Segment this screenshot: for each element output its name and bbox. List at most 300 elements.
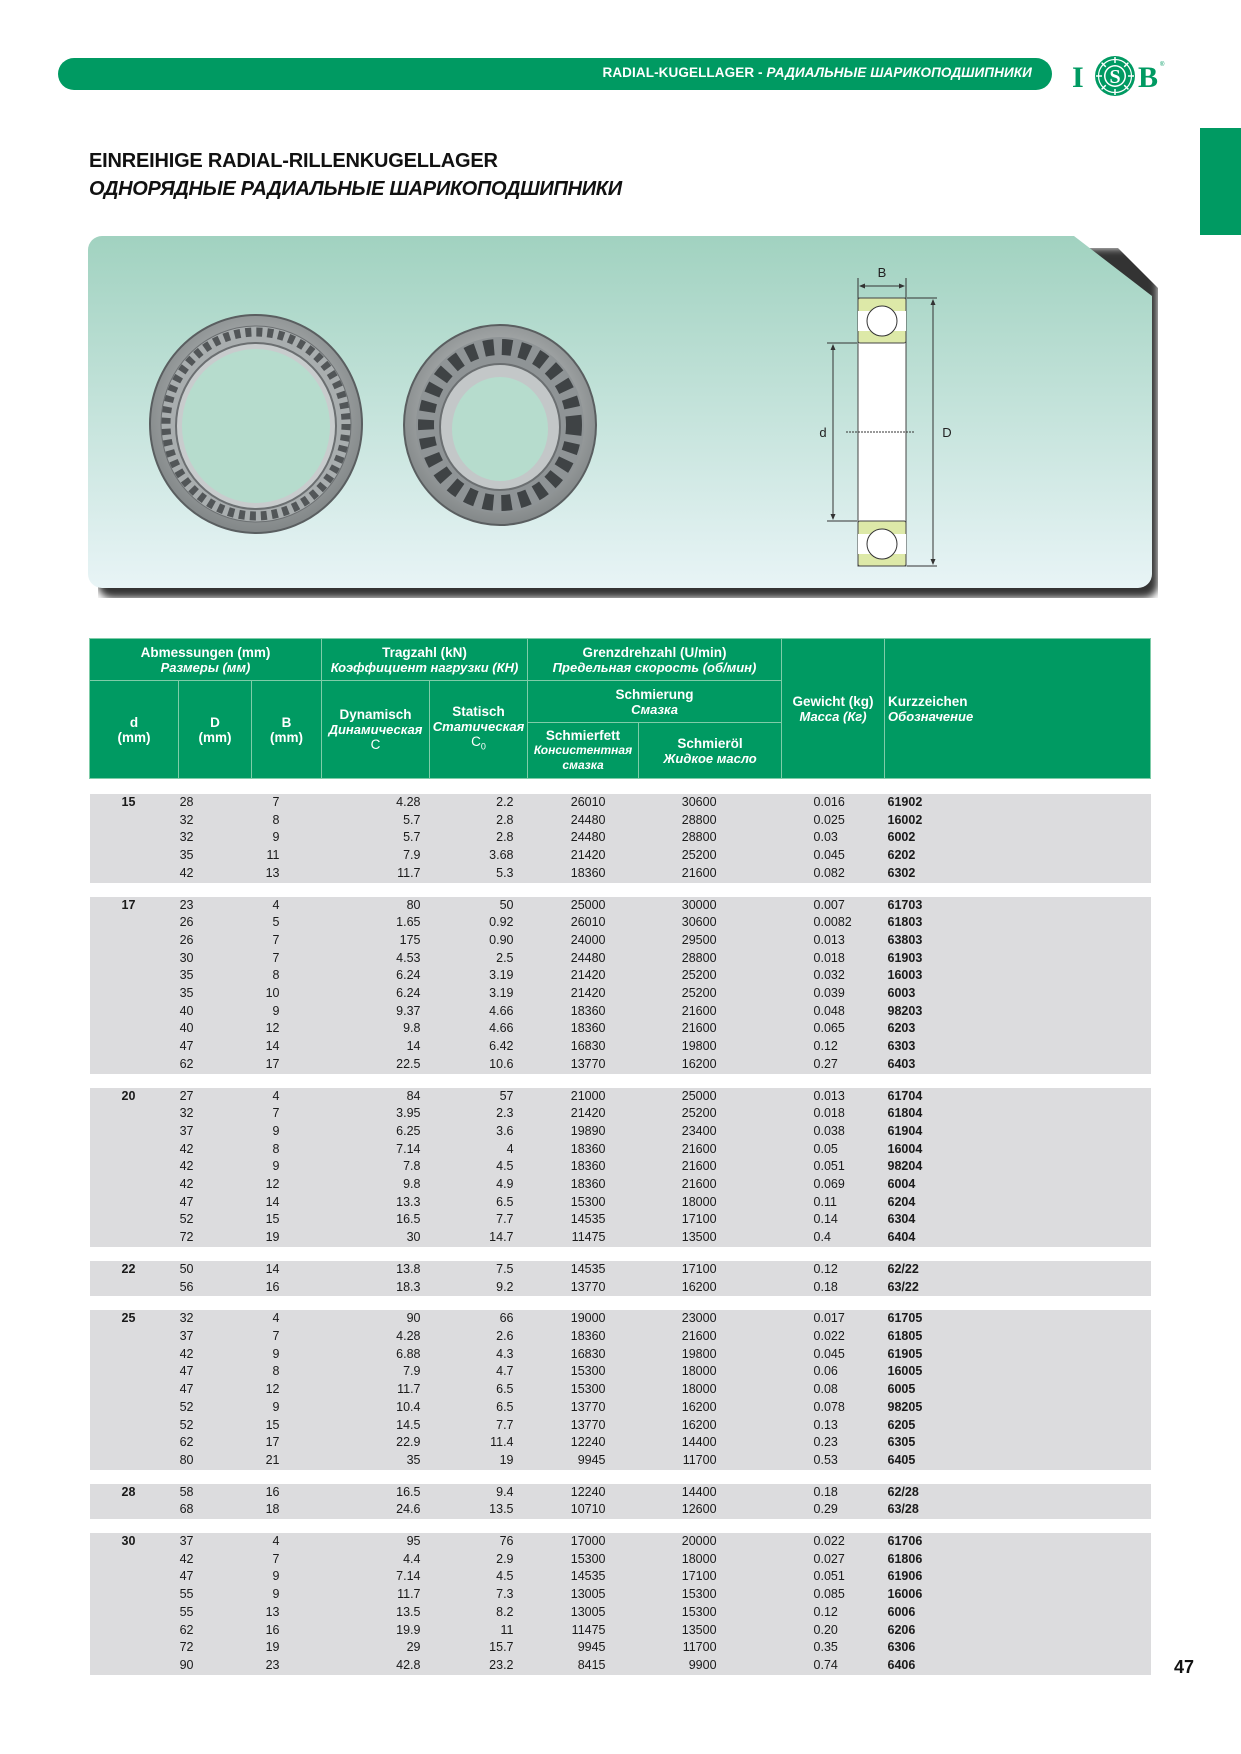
cell-dynamic-load: 11.7 xyxy=(322,1381,430,1399)
cell-speed-oil: 21600 xyxy=(639,1141,782,1159)
cell-bore-diameter xyxy=(90,1229,179,1247)
cell-speed-oil: 18000 xyxy=(639,1551,782,1569)
cell-width: 12 xyxy=(252,1176,322,1194)
cell-speed-oil: 23000 xyxy=(639,1310,782,1328)
header-lubrication-de: Schmierung xyxy=(615,686,694,702)
cell-designation: 6405 xyxy=(885,1452,1151,1470)
cell-bore-diameter xyxy=(90,1038,179,1056)
cell-static-load: 7.7 xyxy=(430,1211,528,1229)
cell-weight: 0.05 xyxy=(782,1141,885,1159)
cell-dynamic-load: 14 xyxy=(322,1038,430,1056)
cell-speed-oil: 30600 xyxy=(639,914,782,932)
cell-static-load: 7.7 xyxy=(430,1417,528,1435)
cell-dynamic-load: 13.3 xyxy=(322,1194,430,1212)
cell-designation: 61704 xyxy=(885,1088,1151,1106)
section-banner-title xyxy=(602,65,1032,80)
cell-width: 14 xyxy=(252,1194,322,1212)
table-row xyxy=(90,829,1151,847)
cell-outer-diameter: 47 xyxy=(179,1194,252,1212)
cell-width: 8 xyxy=(252,1141,322,1159)
cell-designation: 16005 xyxy=(885,1363,1151,1381)
table-row xyxy=(90,1229,1151,1247)
table-row xyxy=(90,967,1151,985)
cell-bore-diameter xyxy=(90,1363,179,1381)
cell-speed-grease: 13005 xyxy=(528,1604,639,1622)
cell-weight: 0.18 xyxy=(782,1484,885,1502)
cell-bore-diameter xyxy=(90,1346,179,1364)
table-row xyxy=(90,1381,1151,1399)
cell-bore-diameter: 22 xyxy=(90,1261,179,1279)
group-spacer-cell xyxy=(90,1470,1151,1484)
cell-speed-oil: 15300 xyxy=(639,1604,782,1622)
cell-bore-diameter xyxy=(90,1452,179,1470)
cell-static-load: 2.8 xyxy=(430,829,528,847)
cell-static-load: 0.92 xyxy=(430,914,528,932)
cell-weight: 0.016 xyxy=(782,794,885,812)
cell-designation: 61705 xyxy=(885,1310,1151,1328)
cell-speed-grease: 26010 xyxy=(528,794,639,812)
cell-speed-oil: 21600 xyxy=(639,1020,782,1038)
cell-designation: 6404 xyxy=(885,1229,1151,1247)
cell-speed-oil: 9900 xyxy=(639,1657,782,1675)
group-spacer xyxy=(90,1296,1151,1310)
cell-width: 9 xyxy=(252,829,322,847)
cell-dynamic-load: 7.9 xyxy=(322,847,430,865)
cell-static-load: 2.6 xyxy=(430,1328,528,1346)
cell-speed-grease: 9945 xyxy=(528,1639,639,1657)
cell-outer-diameter: 37 xyxy=(179,1123,252,1141)
cell-dynamic-load: 4.53 xyxy=(322,950,430,968)
group-spacer xyxy=(90,1074,1151,1088)
cell-speed-oil: 20000 xyxy=(639,1533,782,1551)
cell-dynamic-load: 30 xyxy=(322,1229,430,1247)
cell-outer-diameter: 30 xyxy=(179,950,252,968)
cell-speed-oil: 23400 xyxy=(639,1123,782,1141)
cell-static-load: 66 xyxy=(430,1310,528,1328)
header-grease-de: Schmierfett xyxy=(545,728,621,743)
cell-bore-diameter xyxy=(90,1622,179,1640)
table-row xyxy=(90,1346,1151,1364)
cell-width: 16 xyxy=(252,1484,322,1502)
header-d-unit: (mm) xyxy=(117,729,151,745)
cell-static-load: 13.5 xyxy=(430,1501,528,1519)
table-row xyxy=(90,1452,1151,1470)
cell-weight: 0.0082 xyxy=(782,914,885,932)
cell-speed-oil: 25200 xyxy=(639,967,782,985)
table-row xyxy=(90,985,1151,1003)
cell-dynamic-load: 7.8 xyxy=(322,1158,430,1176)
cell-weight: 0.038 xyxy=(782,1123,885,1141)
table-row xyxy=(90,865,1151,883)
cell-static-load: 6.5 xyxy=(430,1381,528,1399)
group-spacer-cell xyxy=(90,1247,1151,1261)
header-weight xyxy=(782,639,885,779)
cell-static-load: 2.2 xyxy=(430,794,528,812)
cell-static-load: 57 xyxy=(430,1088,528,1106)
cell-speed-oil: 16200 xyxy=(639,1399,782,1417)
cell-designation: 61805 xyxy=(885,1328,1151,1346)
cell-static-load: 4.9 xyxy=(430,1176,528,1194)
cell-dynamic-load: 6.24 xyxy=(322,985,430,1003)
cell-bore-diameter xyxy=(90,1158,179,1176)
cell-static-load: 8.2 xyxy=(430,1604,528,1622)
cell-static-load: 2.3 xyxy=(430,1105,528,1123)
cell-bore-diameter: 17 xyxy=(90,897,179,915)
header-B xyxy=(252,681,322,779)
table-row xyxy=(90,1088,1151,1106)
cell-speed-grease: 11475 xyxy=(528,1622,639,1640)
header-d-label: d xyxy=(129,714,139,730)
cell-width: 7 xyxy=(252,950,322,968)
cell-speed-oil: 19800 xyxy=(639,1038,782,1056)
header-dynamic xyxy=(322,681,430,779)
cell-speed-grease: 24000 xyxy=(528,932,639,950)
cell-bore-diameter: 20 xyxy=(90,1088,179,1106)
cell-static-load: 19 xyxy=(430,1452,528,1470)
cell-width: 9 xyxy=(252,1586,322,1604)
cell-weight: 0.017 xyxy=(782,1310,885,1328)
header-speed-limit xyxy=(528,639,782,681)
page-title-ru: ОДНОРЯДНЫЕ РАДИАЛЬНЫЕ ШАРИКОПОДШИПНИКИ xyxy=(89,178,622,200)
group-spacer xyxy=(90,1470,1151,1484)
cell-designation: 6006 xyxy=(885,1604,1151,1622)
group-spacer-cell xyxy=(90,883,1151,897)
cell-designation: 61906 xyxy=(885,1568,1151,1586)
cell-speed-grease: 21000 xyxy=(528,1088,639,1106)
header-dimensions xyxy=(90,639,322,681)
cell-width: 4 xyxy=(252,1310,322,1328)
cell-speed-grease: 10710 xyxy=(528,1501,639,1519)
table-row xyxy=(90,1434,1151,1452)
cell-speed-oil: 13500 xyxy=(639,1229,782,1247)
cell-bore-diameter xyxy=(90,1279,179,1297)
cell-bore-diameter xyxy=(90,1639,179,1657)
header-static-de: Statisch xyxy=(452,704,505,720)
cell-width: 5 xyxy=(252,914,322,932)
cell-outer-diameter: 68 xyxy=(179,1501,252,1519)
cell-outer-diameter: 47 xyxy=(179,1038,252,1056)
cell-designation: 6205 xyxy=(885,1417,1151,1435)
section-banner xyxy=(58,58,1052,90)
cell-weight: 0.35 xyxy=(782,1639,885,1657)
header-B-unit: (mm) xyxy=(270,729,303,745)
cell-speed-grease: 14535 xyxy=(528,1211,639,1229)
cell-speed-oil: 16200 xyxy=(639,1279,782,1297)
cell-weight: 0.08 xyxy=(782,1381,885,1399)
banner-title-ru: РАДИАЛЬНЫЕ ШАРИКОПОДШИПНИКИ xyxy=(766,65,1032,80)
cell-bore-diameter: 15 xyxy=(90,794,179,812)
cell-outer-diameter: 32 xyxy=(179,1105,252,1123)
cell-weight: 0.74 xyxy=(782,1657,885,1675)
cell-static-load: 7.3 xyxy=(430,1586,528,1604)
cell-bore-diameter xyxy=(90,1501,179,1519)
cell-bore-diameter xyxy=(90,914,179,932)
cell-width: 11 xyxy=(252,847,322,865)
cell-bore-diameter xyxy=(90,865,179,883)
cell-outer-diameter: 37 xyxy=(179,1328,252,1346)
cell-static-load: 4 xyxy=(430,1141,528,1159)
cell-outer-diameter: 35 xyxy=(179,967,252,985)
header-D-label: D xyxy=(210,714,220,730)
group-spacer-cell xyxy=(90,1074,1151,1088)
cell-speed-oil: 30600 xyxy=(639,794,782,812)
cell-bore-diameter xyxy=(90,1003,179,1021)
table-row xyxy=(90,1020,1151,1038)
cell-weight: 0.29 xyxy=(782,1501,885,1519)
cell-dynamic-load: 4.28 xyxy=(322,794,430,812)
table-row xyxy=(90,1261,1151,1279)
cell-speed-oil: 21600 xyxy=(639,1176,782,1194)
table-row xyxy=(90,812,1151,830)
cell-designation: 6003 xyxy=(885,985,1151,1003)
cell-static-load: 5.3 xyxy=(430,865,528,883)
cell-designation: 63/28 xyxy=(885,1501,1151,1519)
cell-speed-oil: 17100 xyxy=(639,1261,782,1279)
cell-bore-diameter xyxy=(90,1141,179,1159)
cell-weight: 0.53 xyxy=(782,1452,885,1470)
group-spacer xyxy=(90,1519,1151,1533)
cell-designation: 6004 xyxy=(885,1176,1151,1194)
header-oil xyxy=(639,723,782,779)
cell-bore-diameter xyxy=(90,1105,179,1123)
cell-speed-oil: 18000 xyxy=(639,1363,782,1381)
header-load-de: Tragzahl (kN) xyxy=(382,644,467,660)
cell-speed-grease: 21420 xyxy=(528,847,639,865)
cell-static-load: 4.3 xyxy=(430,1346,528,1364)
cell-weight: 0.022 xyxy=(782,1533,885,1551)
table-row xyxy=(90,1533,1151,1551)
cell-static-load: 6.5 xyxy=(430,1194,528,1212)
cell-speed-oil: 30000 xyxy=(639,897,782,915)
cell-bore-diameter xyxy=(90,1417,179,1435)
cell-dynamic-load: 7.14 xyxy=(322,1141,430,1159)
cell-speed-oil: 12600 xyxy=(639,1501,782,1519)
header-D xyxy=(179,681,252,779)
cell-designation: 61703 xyxy=(885,897,1151,915)
cell-width: 8 xyxy=(252,1363,322,1381)
cell-weight: 0.14 xyxy=(782,1211,885,1229)
header-dynamic-symbol: C xyxy=(370,737,381,752)
cell-weight: 0.069 xyxy=(782,1176,885,1194)
cell-dynamic-load: 13.8 xyxy=(322,1261,430,1279)
table-row xyxy=(90,1056,1151,1074)
svg-text:I: I xyxy=(1072,61,1084,94)
cell-speed-grease: 9945 xyxy=(528,1452,639,1470)
group-spacer xyxy=(90,883,1151,897)
header-weight-de: Gewicht (kg) xyxy=(792,693,874,709)
cell-dynamic-load: 18.3 xyxy=(322,1279,430,1297)
header-oil-ru: Жидкое масло xyxy=(663,750,757,766)
cell-speed-oil: 29500 xyxy=(639,932,782,950)
cell-designation: 61904 xyxy=(885,1123,1151,1141)
cell-designation: 6206 xyxy=(885,1622,1151,1640)
cell-width: 19 xyxy=(252,1229,322,1247)
header-B-label: B xyxy=(281,714,292,730)
cell-static-load: 23.2 xyxy=(430,1657,528,1675)
table-row xyxy=(90,1551,1151,1569)
cell-static-load: 4.5 xyxy=(430,1568,528,1586)
cell-outer-diameter: 58 xyxy=(179,1484,252,1502)
section-side-tab xyxy=(1200,128,1241,235)
cell-outer-diameter: 56 xyxy=(179,1279,252,1297)
cell-designation: 6005 xyxy=(885,1381,1151,1399)
cell-designation: 98203 xyxy=(885,1003,1151,1021)
cell-bore-diameter xyxy=(90,1568,179,1586)
table-row xyxy=(90,1622,1151,1640)
cell-static-load: 15.7 xyxy=(430,1639,528,1657)
cell-designation: 6403 xyxy=(885,1056,1151,1074)
cell-width: 13 xyxy=(252,1604,322,1622)
cell-speed-grease: 14535 xyxy=(528,1568,639,1586)
table-row xyxy=(90,1568,1151,1586)
cell-static-load: 11 xyxy=(430,1622,528,1640)
cell-weight: 0.12 xyxy=(782,1604,885,1622)
cell-designation: 6204 xyxy=(885,1194,1151,1212)
cell-bore-diameter xyxy=(90,950,179,968)
cell-width: 21 xyxy=(252,1452,322,1470)
cell-weight: 0.078 xyxy=(782,1399,885,1417)
cell-weight: 0.039 xyxy=(782,985,885,1003)
group-spacer-cell xyxy=(90,1296,1151,1310)
group-spacer xyxy=(90,779,1151,795)
cell-weight: 0.032 xyxy=(782,967,885,985)
table-row xyxy=(90,1399,1151,1417)
cell-static-load: 11.4 xyxy=(430,1434,528,1452)
header-dimensions-de: Abmessungen (mm) xyxy=(140,644,271,660)
cell-width: 4 xyxy=(252,1533,322,1551)
table-row xyxy=(90,932,1151,950)
cell-dynamic-load: 7.14 xyxy=(322,1568,430,1586)
table-row xyxy=(90,950,1151,968)
cell-designation: 62/28 xyxy=(885,1484,1151,1502)
cell-bore-diameter xyxy=(90,1604,179,1622)
cell-bore-diameter xyxy=(90,1211,179,1229)
cell-speed-oil: 13500 xyxy=(639,1622,782,1640)
cell-dynamic-load: 13.5 xyxy=(322,1604,430,1622)
cell-width: 18 xyxy=(252,1501,322,1519)
cell-dynamic-load: 80 xyxy=(322,897,430,915)
cell-bore-diameter xyxy=(90,1176,179,1194)
table-row xyxy=(90,1639,1151,1657)
cell-width: 8 xyxy=(252,812,322,830)
cell-outer-diameter: 40 xyxy=(179,1020,252,1038)
cell-dynamic-load: 16.5 xyxy=(322,1484,430,1502)
cell-outer-diameter: 72 xyxy=(179,1229,252,1247)
cell-bore-diameter xyxy=(90,1586,179,1604)
header-designation xyxy=(885,639,1151,779)
cell-dynamic-load: 9.8 xyxy=(322,1176,430,1194)
cell-width: 12 xyxy=(252,1381,322,1399)
cell-speed-grease: 18360 xyxy=(528,1176,639,1194)
table-row xyxy=(90,1141,1151,1159)
cell-outer-diameter: 42 xyxy=(179,865,252,883)
cell-dynamic-load: 5.7 xyxy=(322,829,430,847)
cell-static-load: 3.6 xyxy=(430,1123,528,1141)
cell-static-load: 3.68 xyxy=(430,847,528,865)
bearing-photo-open xyxy=(400,323,600,528)
cell-dynamic-load: 9.8 xyxy=(322,1020,430,1038)
cell-static-load: 4.66 xyxy=(430,1020,528,1038)
cell-width: 9 xyxy=(252,1123,322,1141)
header-load-ru: Коэффициент нагрузки (КН) xyxy=(330,659,519,675)
header-weight-ru: Масса (Кг) xyxy=(799,708,867,724)
cell-speed-grease: 15300 xyxy=(528,1551,639,1569)
cell-weight: 0.018 xyxy=(782,950,885,968)
cell-dynamic-load: 22.5 xyxy=(322,1056,430,1074)
header-oil-de: Schmieröl xyxy=(677,735,743,751)
header-static-symbol: C xyxy=(471,734,481,750)
cell-speed-oil: 18000 xyxy=(639,1381,782,1399)
header-lubrication xyxy=(528,681,782,723)
cell-static-load: 2.8 xyxy=(430,812,528,830)
cell-outer-diameter: 27 xyxy=(179,1088,252,1106)
header-code-ru: Обозначение xyxy=(888,708,974,724)
table-row xyxy=(90,794,1151,812)
cell-speed-grease: 18360 xyxy=(528,1020,639,1038)
cell-dynamic-load: 90 xyxy=(322,1310,430,1328)
table-row xyxy=(90,1123,1151,1141)
cell-designation: 62/22 xyxy=(885,1261,1151,1279)
cell-weight: 0.045 xyxy=(782,847,885,865)
cell-outer-diameter: 32 xyxy=(179,829,252,847)
cell-outer-diameter: 50 xyxy=(179,1261,252,1279)
cell-weight: 0.022 xyxy=(782,1328,885,1346)
cell-designation: 61803 xyxy=(885,914,1151,932)
cell-designation: 16006 xyxy=(885,1586,1151,1604)
cell-outer-diameter: 35 xyxy=(179,847,252,865)
cell-speed-oil: 19800 xyxy=(639,1346,782,1364)
cell-bore-diameter xyxy=(90,967,179,985)
cell-bore-diameter xyxy=(90,1657,179,1675)
cell-outer-diameter: 55 xyxy=(179,1586,252,1604)
cell-weight: 0.23 xyxy=(782,1434,885,1452)
table-row xyxy=(90,1310,1151,1328)
header-static-subscript: 0 xyxy=(480,741,486,752)
header-d xyxy=(90,681,179,779)
cell-width: 9 xyxy=(252,1568,322,1586)
cell-outer-diameter: 35 xyxy=(179,985,252,1003)
cell-dynamic-load: 11.7 xyxy=(322,865,430,883)
header-grease xyxy=(528,723,639,779)
cell-speed-grease: 18360 xyxy=(528,1003,639,1021)
cell-designation: 98204 xyxy=(885,1158,1151,1176)
cell-width: 10 xyxy=(252,985,322,1003)
cell-dynamic-load: 175 xyxy=(322,932,430,950)
cell-designation: 6305 xyxy=(885,1434,1151,1452)
table-row xyxy=(90,1158,1151,1176)
cell-bore-diameter xyxy=(90,1194,179,1212)
cell-speed-grease: 18360 xyxy=(528,1158,639,1176)
cell-speed-grease: 13005 xyxy=(528,1586,639,1604)
table-row xyxy=(90,1484,1151,1502)
page-title-de: EINREIHIGE RADIAL-RILLENKUGELLAGER xyxy=(89,150,498,172)
table-row xyxy=(90,1279,1151,1297)
cell-speed-oil: 28800 xyxy=(639,950,782,968)
cell-outer-diameter: 72 xyxy=(179,1639,252,1657)
cell-speed-oil: 14400 xyxy=(639,1434,782,1452)
cell-speed-oil: 15300 xyxy=(639,1586,782,1604)
cell-outer-diameter: 42 xyxy=(179,1176,252,1194)
cell-outer-diameter: 42 xyxy=(179,1346,252,1364)
cell-width: 17 xyxy=(252,1434,322,1452)
cell-speed-oil: 21600 xyxy=(639,1328,782,1346)
cell-speed-grease: 24480 xyxy=(528,950,639,968)
cell-speed-grease: 14535 xyxy=(528,1261,639,1279)
cell-speed-grease: 19000 xyxy=(528,1310,639,1328)
banner-title-de: RADIAL-KUGELLAGER - xyxy=(602,65,767,80)
header-grease-ru: Консистентная смазка xyxy=(533,743,633,772)
cell-speed-oil: 25200 xyxy=(639,985,782,1003)
